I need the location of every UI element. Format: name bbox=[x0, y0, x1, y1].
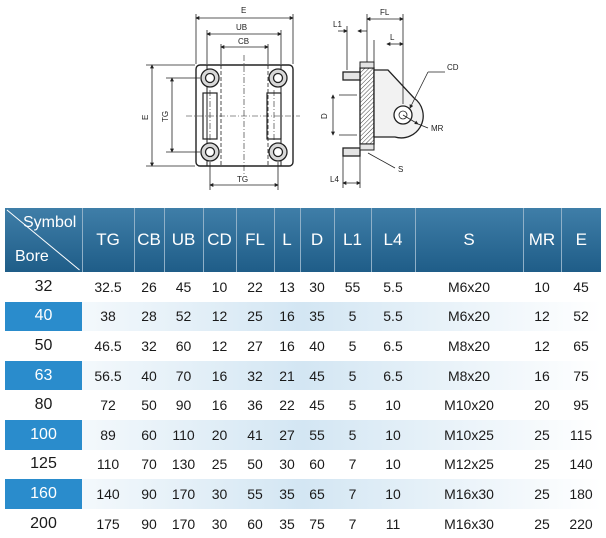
table-cell: 45 bbox=[309, 367, 325, 384]
table-cell: 65 bbox=[309, 485, 325, 502]
table-cell: 70 bbox=[175, 367, 192, 384]
table-cell: 170 bbox=[171, 515, 196, 532]
table-cell: 5 bbox=[348, 308, 357, 325]
table-cell: 45 bbox=[309, 397, 325, 414]
table-cell: 22 bbox=[279, 397, 295, 414]
table-cell: 10 bbox=[385, 426, 401, 443]
table-cell: 5 bbox=[348, 426, 357, 443]
table-cell: 90 bbox=[141, 485, 157, 502]
table-cell: 52 bbox=[175, 308, 192, 325]
table-cell: 6.5 bbox=[383, 367, 403, 384]
table-cell: 10 bbox=[385, 456, 401, 473]
table-cell: 50 bbox=[247, 456, 263, 473]
table-cell: 110 bbox=[96, 456, 120, 473]
table-row bbox=[5, 420, 601, 450]
table-cell: 72 bbox=[100, 397, 116, 414]
table-cell: 7 bbox=[348, 515, 357, 532]
label-cb: CB bbox=[238, 37, 250, 46]
table-cell: 115 bbox=[569, 426, 593, 443]
table-cell: 6.5 bbox=[383, 337, 403, 354]
table-cell: 12 bbox=[211, 337, 228, 354]
table-row bbox=[5, 479, 601, 509]
bore-cell: 200 bbox=[30, 514, 57, 532]
table-cell: 16 bbox=[534, 367, 550, 384]
table-row bbox=[5, 331, 601, 361]
label-e-left: E bbox=[141, 114, 150, 120]
table-cell: 32 bbox=[141, 337, 157, 354]
table-cell: 70 bbox=[141, 456, 157, 473]
table-cell: 16 bbox=[211, 397, 228, 414]
table-cell: 30 bbox=[279, 456, 295, 473]
table-cell: 25 bbox=[534, 456, 550, 473]
table-cell: 5.5 bbox=[383, 308, 403, 325]
label-tg-left: TG bbox=[161, 110, 170, 122]
table-cell: 52 bbox=[573, 308, 589, 325]
table-cell: 65 bbox=[573, 337, 589, 354]
label-l: L bbox=[390, 33, 395, 42]
table-cell: 45 bbox=[175, 278, 192, 295]
table-cell: 30 bbox=[211, 515, 228, 532]
table-cell: 21 bbox=[279, 367, 295, 384]
table-cell: 25 bbox=[247, 308, 263, 325]
table-cell: 110 bbox=[172, 426, 195, 443]
table-cell: 11 bbox=[385, 515, 401, 532]
table-cell: 90 bbox=[141, 515, 157, 532]
table-cell: 45 bbox=[573, 278, 589, 295]
label-ub: UB bbox=[236, 23, 248, 32]
table-header-row bbox=[5, 208, 601, 272]
table-cell: 175 bbox=[96, 515, 120, 532]
table-cell: 25 bbox=[211, 456, 228, 473]
table-row bbox=[5, 450, 601, 480]
label-tg-bottom: TG bbox=[237, 175, 249, 184]
table-cell: 16 bbox=[279, 308, 295, 325]
table-cell: 12 bbox=[534, 337, 550, 354]
table-cell: 25 bbox=[534, 515, 550, 532]
table-cell: 38 bbox=[100, 308, 116, 325]
bore-cell: 40 bbox=[5, 302, 82, 332]
header-cell: S bbox=[415, 208, 523, 272]
table-cell: 30 bbox=[211, 485, 228, 502]
table-cell: 55 bbox=[344, 278, 361, 295]
side-view bbox=[343, 62, 423, 156]
table-row bbox=[5, 302, 601, 332]
table-cell: 46.5 bbox=[94, 337, 122, 354]
table-cell: 35 bbox=[279, 485, 295, 502]
table-cell: 32 bbox=[247, 367, 263, 384]
table-cell: 90 bbox=[175, 397, 192, 414]
table-cell: 25 bbox=[534, 426, 550, 443]
table-cell: 28 bbox=[141, 308, 157, 325]
table-cell: M8x20 bbox=[447, 337, 491, 354]
table-cell: 75 bbox=[309, 515, 325, 532]
table-cell: 10 bbox=[385, 485, 401, 502]
table-cell: 10 bbox=[385, 397, 401, 414]
bore-cell: 160 bbox=[5, 479, 82, 509]
label-fl: FL bbox=[380, 8, 390, 17]
table-cell: 35 bbox=[279, 515, 295, 532]
table-cell: 60 bbox=[175, 337, 192, 354]
header-cell: L1 bbox=[334, 208, 371, 272]
header-cell: D bbox=[300, 208, 334, 272]
table-cell: 40 bbox=[309, 337, 325, 354]
header-cell: L4 bbox=[371, 208, 415, 272]
table-cell: 20 bbox=[534, 397, 550, 414]
table-cell: 50 bbox=[141, 397, 157, 414]
header-cell: UB bbox=[164, 208, 203, 272]
label-cd: CD bbox=[447, 63, 459, 72]
table-cell: 7 bbox=[348, 456, 357, 473]
table-cell: 60 bbox=[141, 426, 157, 443]
table-row bbox=[5, 272, 601, 302]
label-e-top: E bbox=[241, 6, 247, 15]
table-cell: 170 bbox=[171, 485, 196, 502]
table-cell: 56.5 bbox=[94, 367, 122, 384]
table-cell: 55 bbox=[309, 426, 325, 443]
bore-cell: 63 bbox=[5, 361, 82, 391]
header-bore-label: Bore bbox=[15, 248, 49, 265]
table-cell: 22 bbox=[247, 278, 263, 295]
table-cell: 32.5 bbox=[94, 278, 122, 295]
header-cell: MR bbox=[523, 208, 561, 272]
table-cell: 140 bbox=[569, 456, 593, 473]
label-l1: L1 bbox=[333, 20, 342, 29]
header-cell: FL bbox=[236, 208, 274, 272]
table-cell: M10x25 bbox=[444, 426, 494, 443]
table-cell: 5 bbox=[348, 397, 357, 414]
header-cell: TG bbox=[82, 208, 134, 272]
table-cell: 12 bbox=[534, 308, 550, 325]
table-cell: M8x20 bbox=[447, 367, 491, 384]
bore-cell: 80 bbox=[34, 396, 53, 414]
bore-cell: 125 bbox=[30, 455, 57, 473]
table-cell: 7 bbox=[348, 485, 357, 502]
table-cell: 41 bbox=[247, 426, 263, 443]
header-symbol-label: Symbol bbox=[23, 214, 77, 231]
table-cell: 75 bbox=[573, 367, 589, 384]
table-cell: 10 bbox=[534, 278, 550, 295]
table-cell: 180 bbox=[569, 485, 593, 502]
header-cell: L bbox=[274, 208, 300, 272]
label-s: S bbox=[398, 165, 404, 174]
table-cell: 35 bbox=[309, 308, 325, 325]
table-cell: 27 bbox=[279, 426, 295, 443]
table-cell: 16 bbox=[279, 337, 295, 354]
table-cell: 13 bbox=[279, 278, 295, 295]
table-row bbox=[5, 390, 601, 420]
table-cell: 30 bbox=[309, 278, 325, 295]
table-cell: 220 bbox=[569, 515, 593, 532]
table-cell: 55 bbox=[247, 485, 263, 502]
table-cell: 40 bbox=[141, 367, 157, 384]
table-cell: 12 bbox=[211, 308, 228, 325]
table-cell: 25 bbox=[534, 485, 550, 502]
table-cell: 5.5 bbox=[383, 278, 403, 295]
table-row bbox=[5, 361, 601, 391]
table-cell: 16 bbox=[211, 367, 228, 384]
table-cell: M16x30 bbox=[444, 515, 494, 532]
table-cell: 26 bbox=[141, 278, 157, 295]
header-symbol-bore bbox=[5, 208, 82, 272]
table-cell: 95 bbox=[573, 397, 589, 414]
bore-cell: 100 bbox=[5, 420, 82, 450]
bore-cell: 32 bbox=[34, 277, 53, 295]
table-cell: M10x20 bbox=[444, 397, 494, 414]
table-cell: 140 bbox=[96, 485, 120, 502]
table-cell: 5 bbox=[348, 367, 357, 384]
header-cell: CB bbox=[134, 208, 164, 272]
table-row bbox=[5, 509, 601, 538]
table-cell: M16x30 bbox=[444, 485, 494, 502]
table-cell: 20 bbox=[211, 426, 228, 443]
table-cell: M12x25 bbox=[444, 456, 494, 473]
table-cell: 36 bbox=[247, 397, 263, 414]
table-cell: 89 bbox=[100, 426, 116, 443]
table-cell: M6x20 bbox=[447, 278, 491, 295]
table-cell: M6x20 bbox=[447, 308, 491, 325]
table-cell: 60 bbox=[247, 515, 263, 532]
table-cell: 10 bbox=[211, 278, 228, 295]
table-cell: 60 bbox=[309, 456, 325, 473]
label-d: D bbox=[320, 113, 329, 119]
header-cell: CD bbox=[203, 208, 236, 272]
dimension-table bbox=[5, 208, 601, 538]
header-cell: E bbox=[561, 208, 601, 272]
label-l4: L4 bbox=[330, 175, 339, 184]
table-cell: 130 bbox=[171, 456, 196, 473]
label-mr: MR bbox=[431, 124, 444, 133]
table-cell: 5 bbox=[348, 337, 357, 354]
technical-drawing bbox=[0, 0, 606, 200]
table-cell: 27 bbox=[247, 337, 263, 354]
bore-cell: 50 bbox=[34, 336, 53, 354]
